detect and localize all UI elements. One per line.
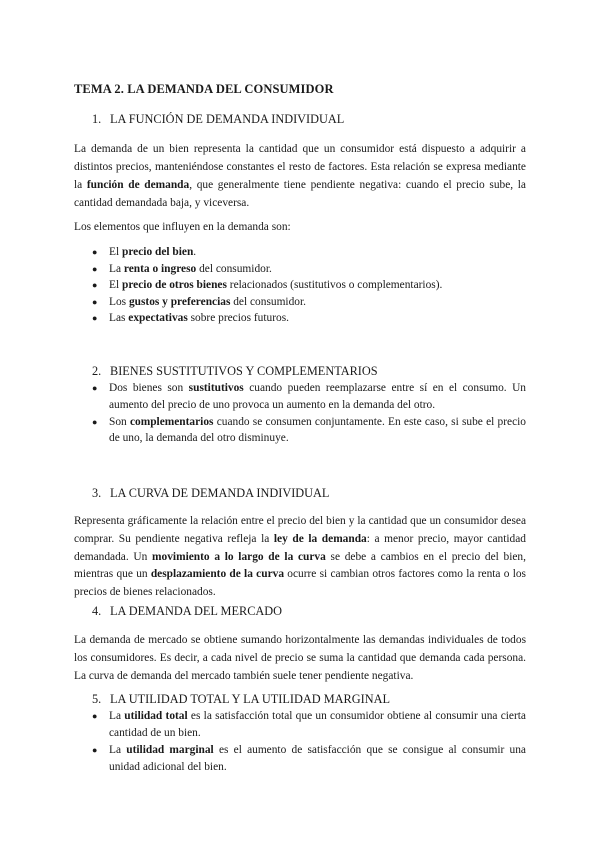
- list-item: [92, 294, 532, 311]
- section-2-bullet-list: [92, 380, 526, 447]
- section-4-number: 4.: [92, 604, 102, 618]
- text-run: Las: [109, 312, 129, 325]
- section-5-title: LA UTILIDAD TOTAL Y LA UTILIDAD MARGINAL: [110, 692, 390, 706]
- section-1-number: 1.: [92, 112, 102, 126]
- section-1-paragraph: [74, 140, 526, 212]
- section-4-paragraph: La demanda de mercado se obtiene sumando horizontalmente las demandas individuales de todos los consumidores. Es decir, a cada nivel de precio se suma la cantidad que demanda cada persona. La curva de demanda del mercado también suele tener pendiente negativa.: [74, 634, 526, 682]
- text-run: La: [109, 744, 127, 756]
- bold-term: ley de la demanda: [273, 532, 367, 545]
- text-run: : a menor precio, mayor cantidad demandada. Un: [74, 532, 526, 563]
- text-run: El: [109, 246, 122, 258]
- text-run: Representa gráficamente la relación entre el precio del bien y la cantidad que un consumidor desea comprar. Su pendiente negativa refleja la: [74, 515, 526, 545]
- text-run: sobre precios futuros.: [187, 312, 289, 325]
- bold-term: sustitutivos: [188, 382, 244, 394]
- section-3-number: 3.: [92, 486, 102, 500]
- section-4-heading: [92, 604, 282, 619]
- bold-term: utilidad marginal: [126, 744, 214, 756]
- section-3-heading: [92, 486, 329, 501]
- section-1-bullet-list: [92, 244, 532, 327]
- bold-term: expectativas: [128, 312, 188, 325]
- text-run: .: [193, 246, 197, 258]
- text-run: Los: [109, 295, 129, 308]
- text-run: cuando pueden reemplazarse entre sí en el consumo. Un aumento del precio de uno provoca un aumento en la demanda del otro.: [109, 382, 526, 411]
- bold-term: precio de otros bienes: [121, 279, 227, 292]
- section-1-heading: [92, 112, 344, 127]
- text-run: ocurre si cambian otros factores como la renta o los precios de bienes relacionados.: [74, 568, 526, 599]
- list-item: [92, 742, 526, 776]
- text-run: El: [109, 279, 122, 292]
- text-run: Son: [109, 415, 130, 428]
- document-title: TEMA 2. LA DEMANDA DEL CONSUMIDOR: [74, 82, 334, 96]
- text-run: La: [109, 262, 124, 275]
- section-1-intro-list: Los elementos que influyen en la demanda son:: [74, 221, 291, 233]
- list-item: [92, 414, 526, 448]
- text-run: La demanda de un bien representa la cantidad que un consumidor está dispuesto a adquirir a distintos precios, manteniéndose constantes el resto de factores. Esta relación se expresa mediante la: [74, 143, 526, 191]
- bold-term: movimiento a lo largo de la curva: [152, 550, 326, 563]
- bold-term: utilidad total: [124, 710, 188, 722]
- section-3-paragraph: [74, 513, 526, 602]
- text-run: del consumidor.: [230, 295, 307, 308]
- bold-term: gustos y preferencias: [128, 295, 231, 308]
- list-item: [92, 708, 526, 742]
- list-item: [92, 261, 532, 278]
- text-run: del consumidor.: [196, 262, 272, 275]
- bold-term: desplazamiento de la curva: [150, 568, 285, 581]
- section-5-heading: [92, 692, 390, 707]
- section-5-bullet-list: [92, 708, 526, 776]
- bold-term: complementarios: [129, 415, 214, 428]
- text-run: relacionados (sustitutivos o complementarios).: [226, 279, 443, 292]
- section-2-number: 2.: [92, 364, 102, 378]
- section-5-number: 5.: [92, 692, 102, 706]
- list-item: [92, 277, 532, 294]
- bold-term: renta o ingreso: [123, 262, 197, 275]
- text-run: se debe a cambios en el precio del bien, mientras que un: [74, 550, 526, 581]
- list-item: [92, 310, 532, 327]
- text-run: Dos bienes son: [109, 382, 189, 394]
- list-item: [92, 380, 526, 414]
- bold-term: función de demanda: [86, 179, 190, 191]
- text-run: La: [109, 710, 125, 722]
- section-3-title: LA CURVA DE DEMANDA INDIVIDUAL: [110, 486, 330, 500]
- text-run: es la satisfacción total que un consumidor obtiene al consumir una cierta cantidad de un bien.: [109, 710, 526, 739]
- list-item: [92, 244, 532, 261]
- section-2-heading: [92, 364, 378, 379]
- text-run: es el aumento de satisfacción que se consigue al consumir una unidad adicional del bien.: [109, 744, 526, 773]
- text-run: , que generalmente tiene pendiente negativa: cuando el precio sube, la cantidad demandada baja, y viceversa.: [74, 179, 526, 209]
- section-4-title: LA DEMANDA DEL MERCADO: [110, 604, 283, 618]
- section-2-title: BIENES SUSTITUTIVOS Y COMPLEMENTARIOS: [110, 364, 378, 378]
- section-1-title: LA FUNCIÓN DE DEMANDA INDIVIDUAL: [110, 112, 345, 126]
- bold-term: precio del bien: [121, 246, 194, 258]
- text-run: cuando se consumen conjuntamente. En este caso, si sube el precio de uno, la demanda del otro disminuye.: [109, 415, 526, 445]
